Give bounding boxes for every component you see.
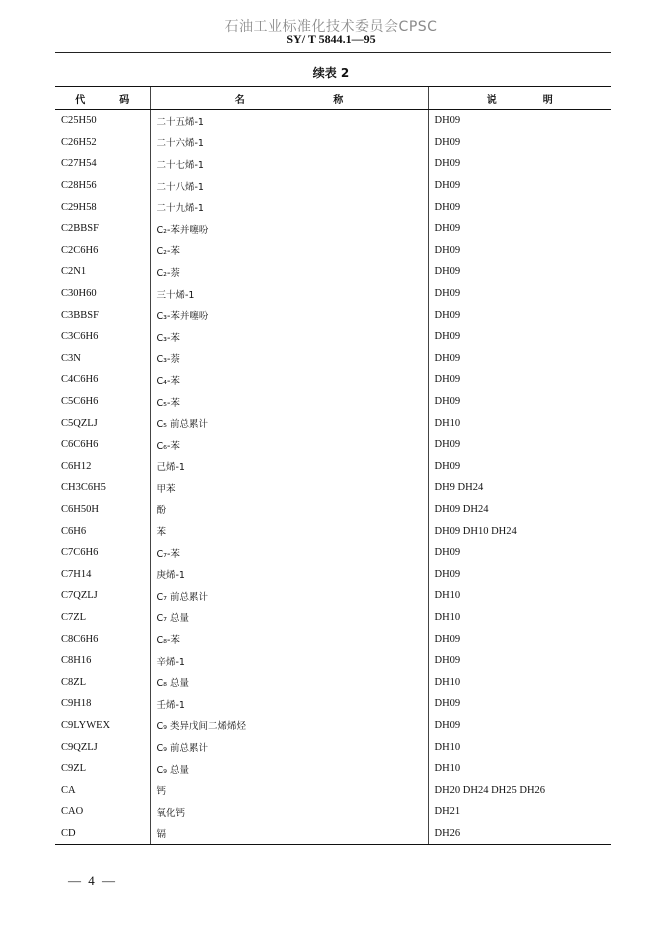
- note-cell: DH09: [428, 132, 611, 154]
- name-cell: 己烯-1: [150, 456, 428, 478]
- code-cell: CAO: [61, 806, 84, 818]
- note-cell: DH10: [428, 412, 611, 434]
- name-cell: C₉ 类异戊间二烯烯烃: [150, 715, 428, 737]
- code-cell: C5QZLJ: [61, 417, 98, 429]
- code-cell: C3BBSF: [61, 309, 99, 321]
- code-cell: CD: [55, 823, 150, 845]
- note-cell: DH09 DH10 DH24: [428, 520, 611, 542]
- note-cell: DH09: [428, 304, 611, 326]
- code-cell: C8ZL: [61, 676, 87, 688]
- table-row: [55, 563, 611, 585]
- note-cell: DH09: [428, 391, 611, 413]
- code-cell: C4C6H6: [61, 374, 99, 386]
- code-cell: C7C6H6: [61, 547, 99, 559]
- table-row: [55, 628, 611, 650]
- note-cell: DH09: [428, 434, 611, 456]
- code-cell: C28H56: [61, 180, 97, 192]
- note-cell: DH09: [428, 369, 611, 391]
- table-row: [55, 693, 611, 715]
- table-row: [55, 520, 611, 542]
- table-row: [55, 758, 611, 780]
- name-cell: 氧化钙: [150, 801, 428, 823]
- table-row: [55, 412, 611, 434]
- note-cell: DH21: [428, 801, 611, 823]
- note-cell: DH09: [428, 283, 611, 305]
- table-row: [55, 240, 611, 262]
- note-cell: DH09: [428, 542, 611, 564]
- table-row: [55, 779, 611, 801]
- table-row: [55, 283, 611, 305]
- table-row: [55, 715, 611, 737]
- name-cell: C₂-苯并噻吩: [150, 218, 428, 240]
- table-row: [55, 456, 611, 478]
- note-cell: DH26: [428, 823, 611, 845]
- note-cell: DH09: [428, 650, 611, 672]
- name-cell: C₇-苯: [150, 542, 428, 564]
- note-cell: DH09: [428, 153, 611, 175]
- code-cell: C7ZL: [61, 611, 87, 623]
- header-code: [55, 87, 150, 110]
- header-row: [55, 87, 611, 110]
- name-cell: 苯: [150, 520, 428, 542]
- table-row: [55, 153, 611, 175]
- table-body: [55, 110, 611, 845]
- code-cell: CH3C6H5: [61, 482, 106, 494]
- table-row: [55, 477, 611, 499]
- table-row: [55, 736, 611, 758]
- name-cell: C₆-苯: [150, 434, 428, 456]
- table-row: [55, 175, 611, 197]
- name-cell: 酚: [150, 499, 428, 521]
- watermark-text: 石油工业标准化技术委员会CPSC: [224, 19, 438, 35]
- note-cell: DH09: [428, 628, 611, 650]
- header-code-char-1: 代: [75, 94, 86, 106]
- name-cell: 庚烯-1: [150, 563, 428, 585]
- code-cell: C6C6H6: [61, 439, 99, 451]
- table-row: [55, 434, 611, 456]
- table-caption: 续表 2: [312, 66, 350, 80]
- note-cell: DH09: [428, 218, 611, 240]
- name-cell: 三十烯-1: [150, 283, 428, 305]
- code-cell: C9LYWEX: [61, 719, 111, 731]
- note-cell: DH09: [428, 175, 611, 197]
- note-cell: DH09: [428, 240, 611, 262]
- note-cell: DH09: [428, 456, 611, 478]
- page-number: — 4 —: [68, 873, 117, 888]
- code-cell: C7H14: [61, 568, 92, 580]
- name-cell: 二十七烯-1: [150, 153, 428, 175]
- name-cell: C₃-苯并噻吩: [150, 304, 428, 326]
- code-cell: C6H50H: [61, 503, 99, 515]
- name-cell: 甲苯: [150, 477, 428, 499]
- code-cell: C9ZL: [61, 763, 87, 775]
- code-table: [55, 86, 611, 845]
- note-cell: DH09: [428, 715, 611, 737]
- code-cell: C2C6H6: [61, 244, 99, 256]
- name-cell: C₇ 总量: [150, 607, 428, 629]
- table-row: [55, 801, 611, 823]
- code-cell: C3C6H6: [61, 331, 99, 343]
- standard-number: SY/ T 5844.1—95: [286, 32, 376, 46]
- header-name-char-2: 称: [333, 94, 344, 106]
- note-cell: DH09: [428, 348, 611, 370]
- note-cell: DH10: [428, 607, 611, 629]
- name-cell: 辛烯-1: [150, 650, 428, 672]
- table-row: [55, 607, 611, 629]
- header-rule: [55, 52, 611, 53]
- note-cell: DH20 DH24 DH25 DH26: [428, 779, 611, 801]
- table-row: [55, 391, 611, 413]
- name-cell: 二十六烯-1: [150, 132, 428, 154]
- code-cell: CA: [61, 784, 76, 796]
- code-table-container: [55, 86, 611, 845]
- table-row: [55, 369, 611, 391]
- table-header: [55, 87, 611, 110]
- note-cell: DH10: [428, 585, 611, 607]
- name-cell: C₂-萘: [150, 261, 428, 283]
- header-note-char-2: 明: [542, 94, 553, 106]
- header-name: [150, 87, 428, 110]
- name-cell: C₃-萘: [150, 348, 428, 370]
- table-row: [55, 304, 611, 326]
- name-cell: 二十八烯-1: [150, 175, 428, 197]
- note-cell: DH09: [428, 693, 611, 715]
- code-cell: C9H18: [61, 698, 92, 710]
- code-cell: C2N1: [61, 266, 87, 278]
- note-cell: DH10: [428, 736, 611, 758]
- header-note: [428, 87, 611, 110]
- code-cell: C2BBSF: [61, 223, 99, 235]
- note-cell: DH09: [428, 326, 611, 348]
- table-row: [55, 110, 611, 132]
- table-row: [55, 823, 611, 845]
- header-note-char-1: 说: [486, 94, 497, 106]
- table-row: [55, 499, 611, 521]
- code-cell: C7QZLJ: [61, 590, 98, 602]
- code-cell: C8H16: [61, 655, 92, 667]
- name-cell: C₃-苯: [150, 326, 428, 348]
- code-cell: C29H58: [61, 201, 97, 213]
- table-row: [55, 261, 611, 283]
- table-row: [55, 671, 611, 693]
- note-cell: DH09: [428, 110, 611, 132]
- note-cell: DH09: [428, 196, 611, 218]
- header-name-char-1: 名: [234, 94, 245, 106]
- table-row: [55, 650, 611, 672]
- code-cell: C8C6H6: [61, 633, 99, 645]
- code-cell: C6H12: [61, 460, 92, 472]
- table-row: [55, 326, 611, 348]
- code-cell: C9QZLJ: [61, 741, 98, 753]
- code-cell: C27H54: [61, 158, 97, 170]
- name-cell: C₅-苯: [150, 391, 428, 413]
- table-row: [55, 132, 611, 154]
- name-cell: 镉: [150, 823, 428, 845]
- note-cell: DH09: [428, 261, 611, 283]
- note-cell: DH09 DH24: [428, 499, 611, 521]
- code-cell: C30H60: [61, 288, 97, 300]
- table-row: [55, 542, 611, 564]
- name-cell: C₈-苯: [150, 628, 428, 650]
- table-row: [55, 585, 611, 607]
- note-cell: DH10: [428, 758, 611, 780]
- note-cell: DH09: [428, 563, 611, 585]
- header-code-char-2: 码: [119, 94, 130, 106]
- name-cell: C₉ 前总累计: [150, 736, 428, 758]
- note-cell: DH9 DH24: [428, 477, 611, 499]
- name-cell: C₉ 总量: [150, 758, 428, 780]
- note-cell: DH10: [428, 671, 611, 693]
- name-cell: 壬烯-1: [150, 693, 428, 715]
- name-cell: 二十五烯-1: [150, 110, 428, 132]
- name-cell: C₇ 前总累计: [150, 585, 428, 607]
- code-cell: C5C6H6: [61, 396, 99, 408]
- code-cell: C6H6: [61, 525, 87, 537]
- name-cell: C₅ 前总累计: [150, 412, 428, 434]
- name-cell: 钙: [150, 779, 428, 801]
- code-cell: C25H50: [61, 115, 97, 127]
- code-cell: C26H52: [61, 136, 97, 148]
- table-row: [55, 348, 611, 370]
- name-cell: C₈ 总量: [150, 671, 428, 693]
- name-cell: 二十九烯-1: [150, 196, 428, 218]
- code-cell: C3N: [61, 352, 81, 364]
- name-cell: C₄-苯: [150, 369, 428, 391]
- table-row: [55, 218, 611, 240]
- name-cell: C₂-苯: [150, 240, 428, 262]
- table-row: [55, 196, 611, 218]
